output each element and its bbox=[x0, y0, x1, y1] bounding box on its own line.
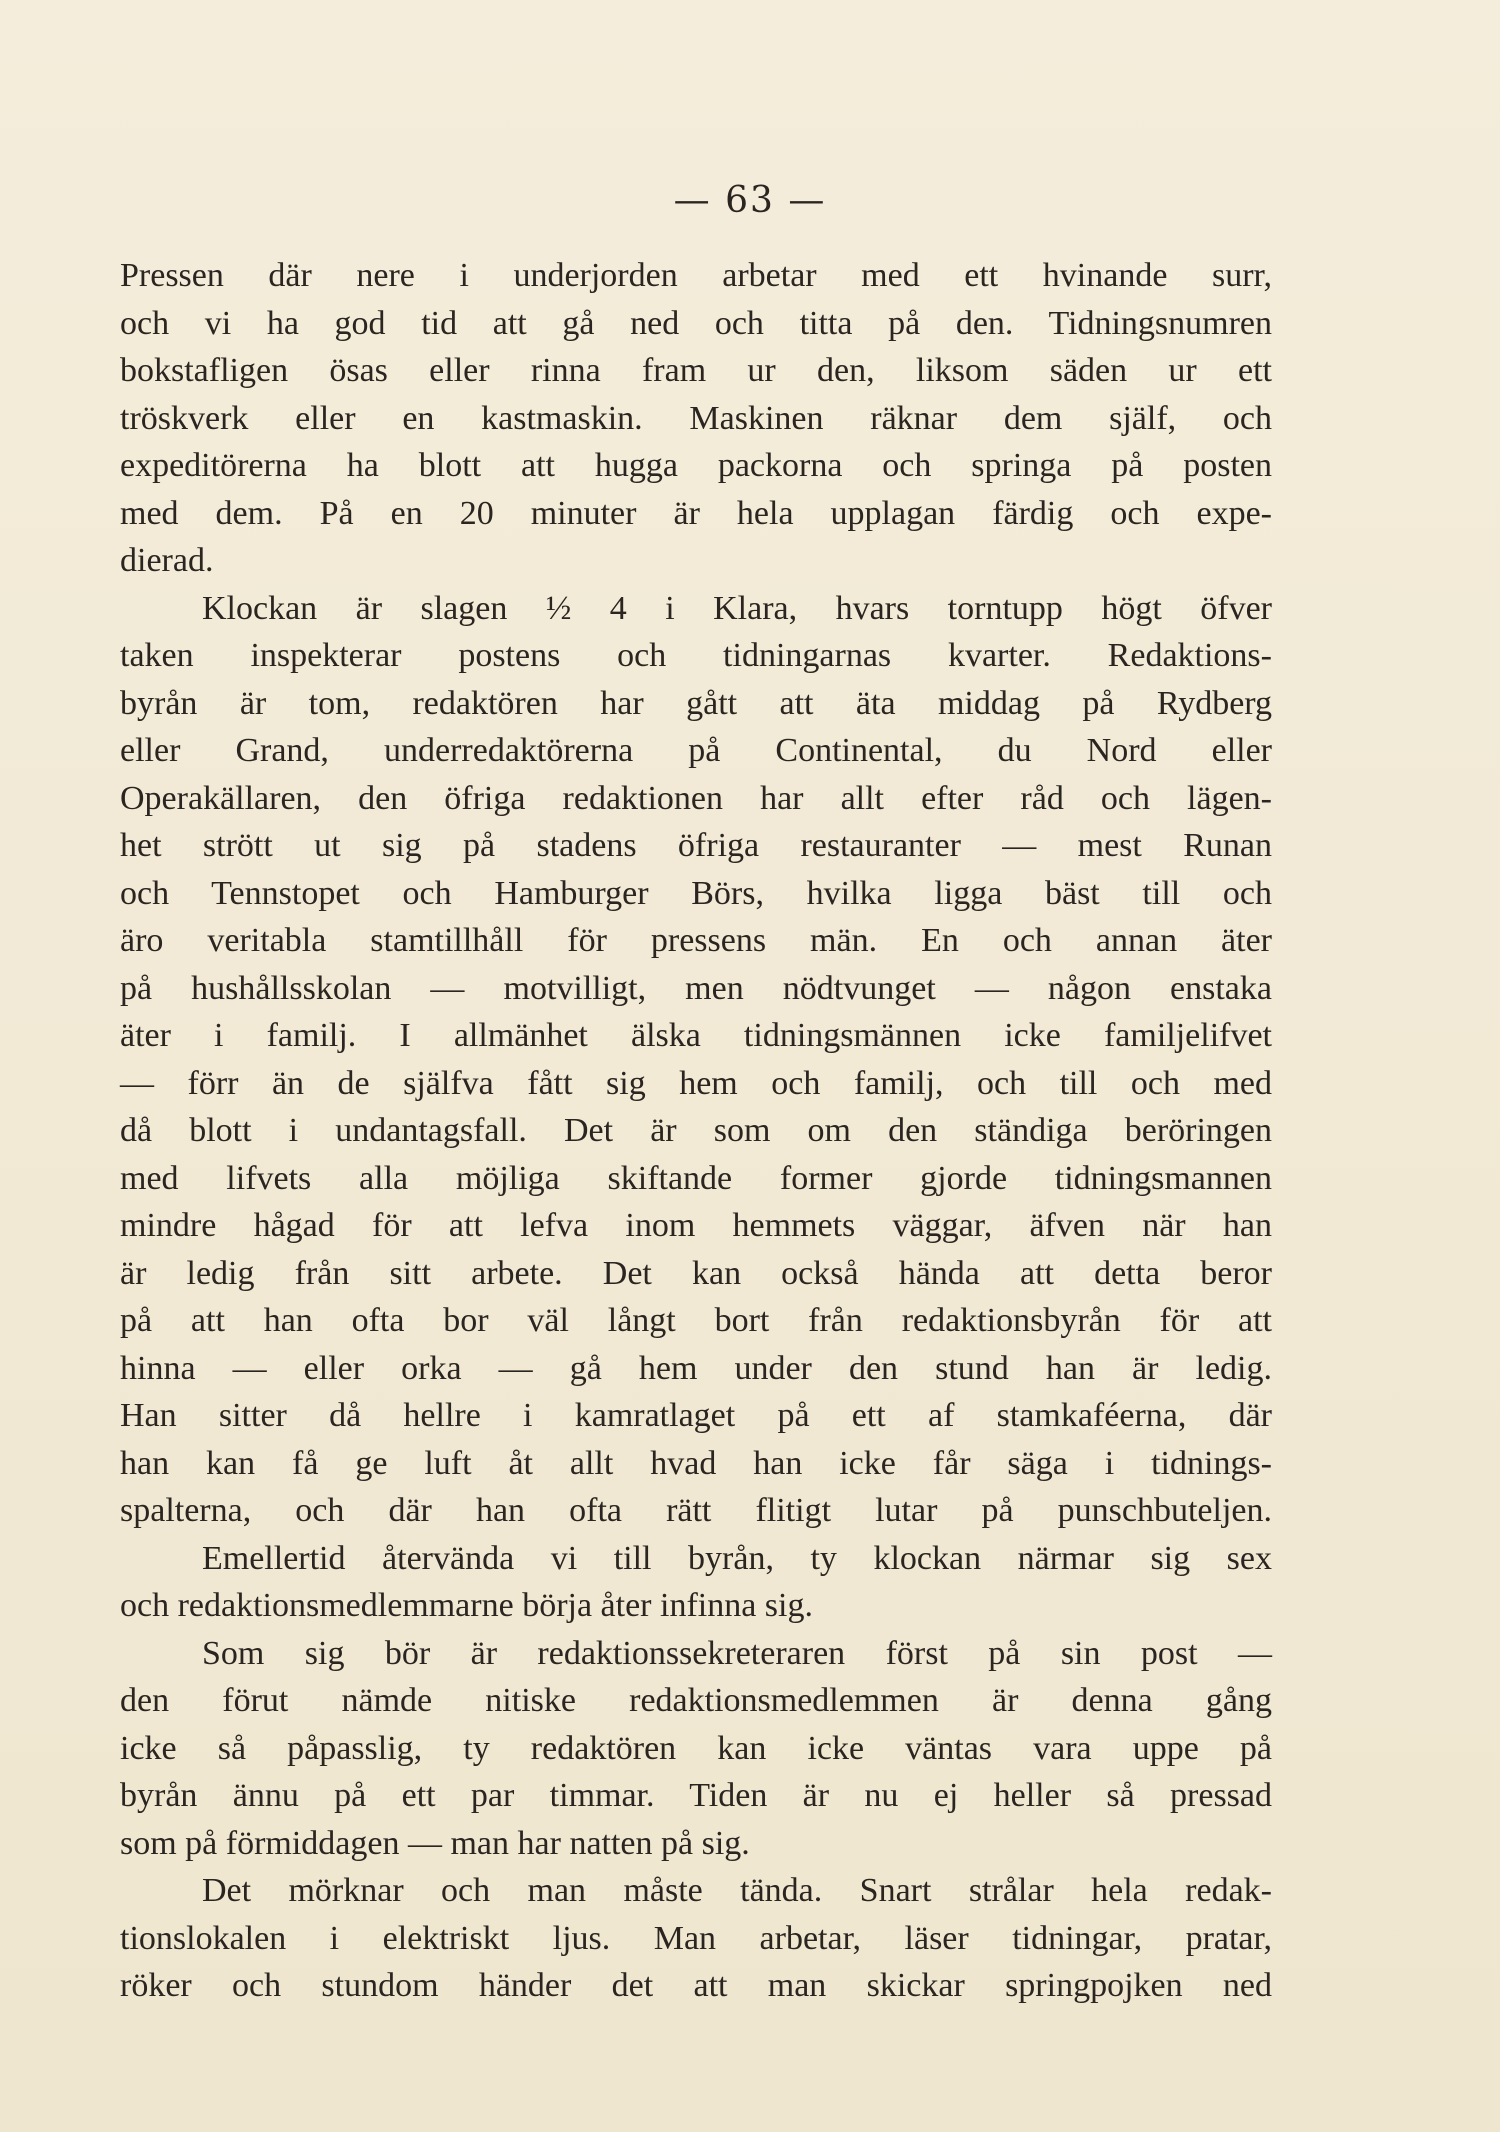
text-line: och redaktionsmedlemmarne börja åter infinna sig. bbox=[120, 1587, 813, 1624]
text-line: som på förmiddagen — man har natten på sig. bbox=[120, 1824, 750, 1862]
text-line: spalterna, och där han ofta rätt flitigt lutar på punschbuteljen. bbox=[120, 1492, 1272, 1529]
text-line: icke så påpasslig, ty redaktören kan icke väntas vara uppe på bbox=[120, 1729, 1272, 1767]
text-line: Emellertid återvända vi till byrån, ty klockan närmar sig sex bbox=[202, 1539, 1272, 1577]
text-line: expeditörerna ha blott att hugga packorna och springa på posten bbox=[120, 447, 1272, 484]
text-line: med dem. På en 20 minuter är hela upplagan färdig och expe- bbox=[120, 494, 1272, 532]
text-line: Som sig bör är redaktionssekreteraren först på sin post — bbox=[202, 1634, 1272, 1672]
text-line: den förut nämde nitiske redaktionsmedlemmen är denna gång bbox=[120, 1682, 1272, 1719]
text-line: dierad. bbox=[120, 542, 214, 579]
text-line: taken inspekterar postens och tidningarnas kvarter. Redaktions- bbox=[120, 637, 1272, 674]
text-line: och vi ha god tid att gå ned och titta på den. Tidningsnumren bbox=[120, 304, 1272, 342]
text-line: är ledig från sitt arbete. Det kan också hända att detta beror bbox=[120, 1254, 1272, 1292]
text-line: eller Grand, underredaktörerna på Continental, du Nord eller bbox=[120, 732, 1272, 769]
text-line: Pressen där nere i underjorden arbetar med ett hvinande surr, bbox=[120, 257, 1272, 294]
text-line: han kan få ge luft åt allt hvad han icke får säga i tidnings- bbox=[120, 1444, 1272, 1482]
text-line: het strött ut sig på stadens öfriga restauranter — mest Runan bbox=[120, 827, 1272, 864]
text-line: på att han ofta bor väl långt bort från redaktionsbyrån för att bbox=[120, 1302, 1272, 1339]
text-line: Han sitter då hellre i kamratlaget på ett af stamkaféerna, där bbox=[120, 1397, 1272, 1434]
text-line: — förr än de själfva fått sig hem och familj, och till och med bbox=[120, 1064, 1272, 1102]
text-line: Operakällaren, den öfriga redaktionen har allt efter råd och lägen- bbox=[120, 779, 1272, 817]
text-line: äro veritabla stamtillhåll för pressens män. En och annan äter bbox=[120, 922, 1272, 959]
text-line: då blott i undantagsfall. Det är som om den ständiga beröringen bbox=[120, 1112, 1272, 1149]
body-text bbox=[120, 252, 1272, 2010]
text-line: och Tennstopet och Hamburger Börs, hvilka ligga bäst till och bbox=[120, 874, 1272, 912]
text-line: Det mörknar och man måste tända. Snart strålar hela redak- bbox=[202, 1872, 1272, 1909]
text-line: med lifvets alla möjliga skiftande former gjorde tidningsmannen bbox=[120, 1159, 1272, 1197]
text-line: byrån är tom, redaktören har gått att äta middag på Rydberg bbox=[120, 684, 1272, 722]
text-line: äter i familj. I allmänhet älska tidningsmännen icke familjelifvet bbox=[120, 1017, 1272, 1054]
text-line: på hushållsskolan — motvilligt, men nödtvunget — någon enstaka bbox=[120, 969, 1272, 1007]
text-line: tionslokalen i elektriskt ljus. Man arbetar, läser tidningar, pratar, bbox=[120, 1919, 1272, 1957]
text-line: röker och stundom händer det att man skickar springpojken ned bbox=[120, 1967, 1272, 2004]
page-number: — 63 — bbox=[673, 180, 827, 221]
text-line: Klockan är slagen ½ 4 i Klara, hvars torntupp högt öfver bbox=[202, 589, 1272, 627]
text-line: tröskverk eller en kastmaskin. Maskinen räknar dem själf, och bbox=[120, 399, 1272, 437]
text-line: byrån ännu på ett par timmar. Tiden är nu ej heller så pressad bbox=[120, 1777, 1272, 1814]
text-line: mindre hågad för att lefva inom hemmets väggar, äfven när han bbox=[120, 1207, 1272, 1244]
text-line: hinna — eller orka — gå hem under den stund han är ledig. bbox=[120, 1349, 1272, 1387]
text-line: bokstafligen ösas eller rinna fram ur den, liksom säden ur ett bbox=[120, 352, 1272, 389]
